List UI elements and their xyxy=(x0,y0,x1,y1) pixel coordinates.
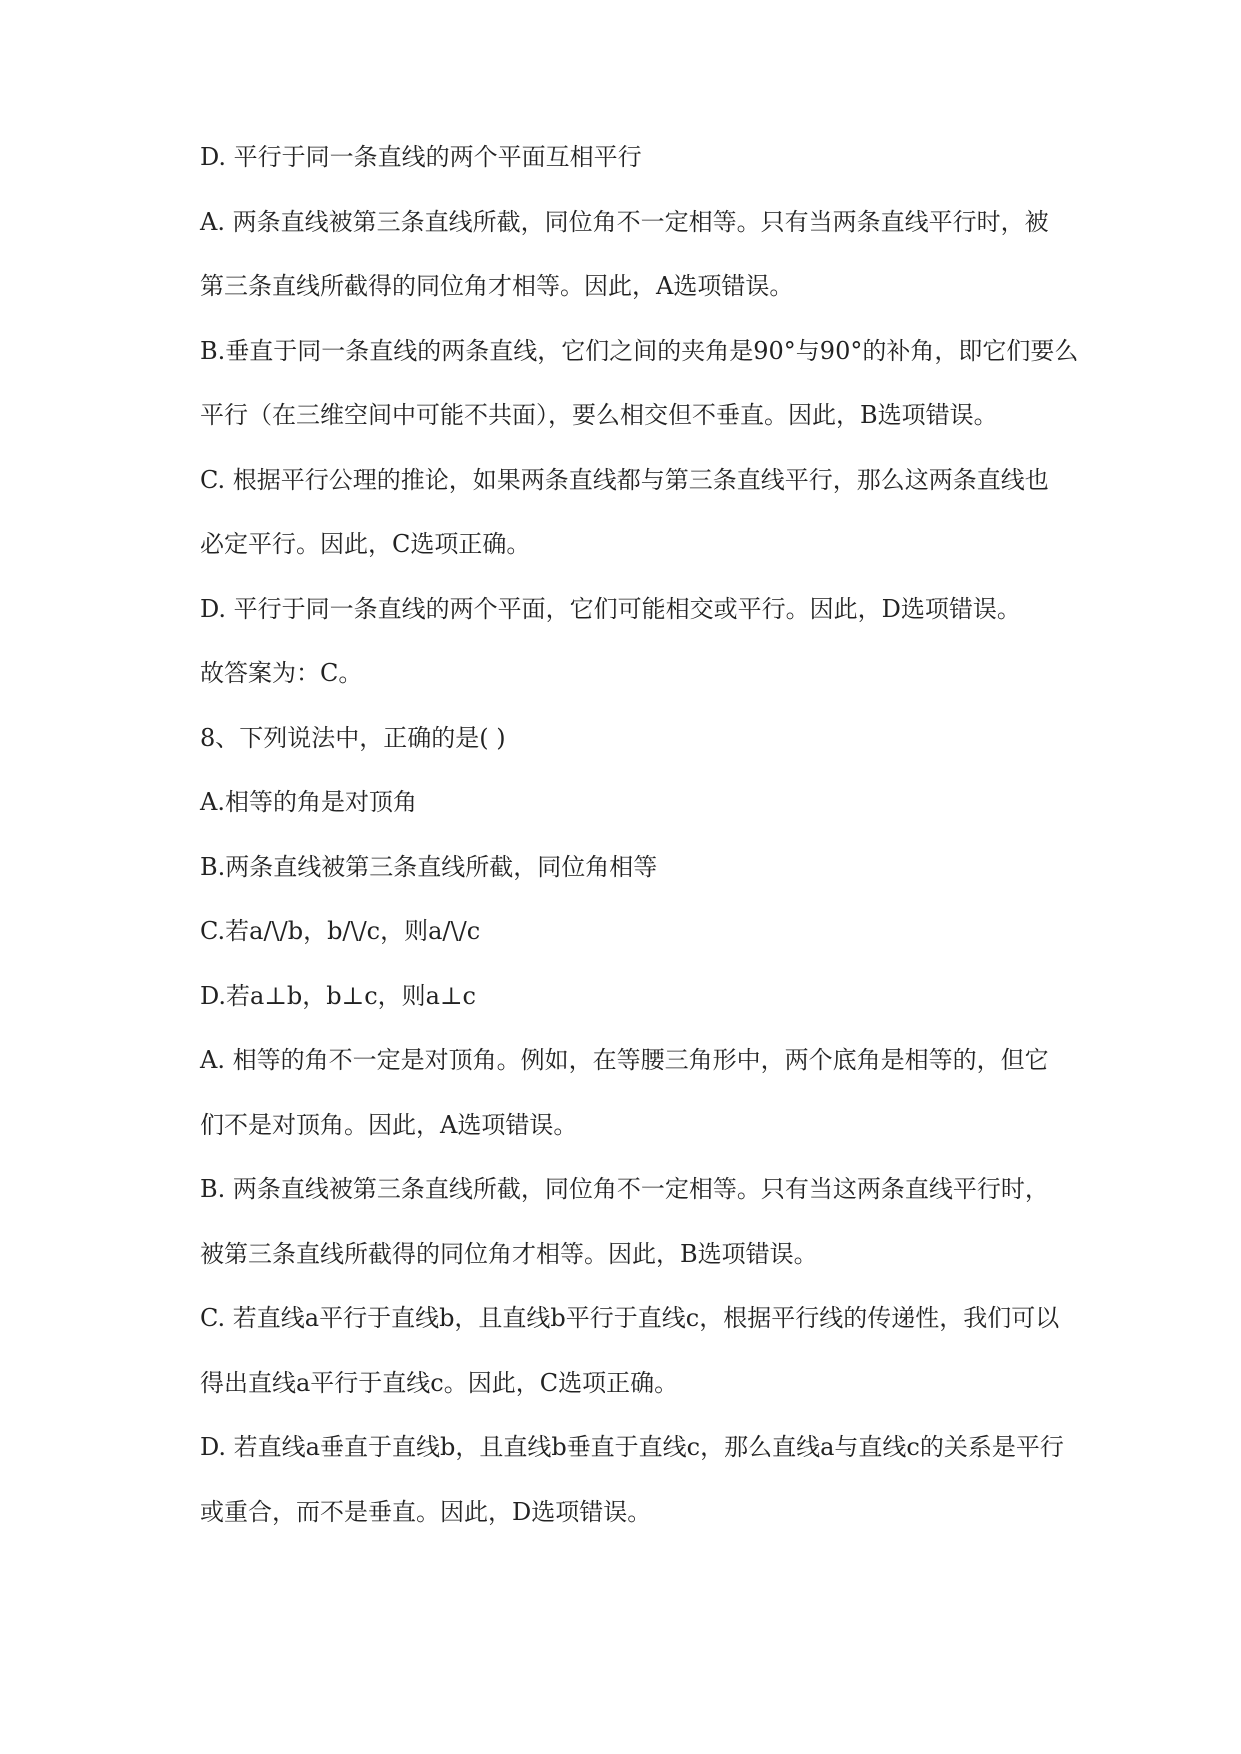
text-line: 得出直线a平行于直线c。因此，C选项正确。 xyxy=(200,1368,679,1397)
text-line: A. 相等的角不一定是对顶角。例如，在等腰三角形中，两个底角是相等的，但它 xyxy=(200,1046,1049,1074)
text-line: 平行（在三维空间中可能不共面），要么相交但不垂直。因此，B选项错误。 xyxy=(200,401,998,429)
text-line: 必定平行。因此，C选项正确。 xyxy=(200,530,531,558)
text-line: 被第三条直线所截得的同位角才相等。因此，B选项错误。 xyxy=(200,1239,818,1268)
answer-line: 故答案为：C。 xyxy=(200,659,363,687)
text-line: 第三条直线所截得的同位角才相等。因此，A选项错误。 xyxy=(200,272,794,300)
text-line: B. 两条直线被第三条直线所截，同位角不一定相等。只有当这两条直线平行时， xyxy=(200,1175,1049,1203)
text-line: C. 根据平行公理的推论，如果两条直线都与第三条直线平行，那么这两条直线也 xyxy=(200,465,1049,494)
text-line: D. 平行于同一条直线的两个平面互相平行 xyxy=(200,143,642,171)
text-line: C. 若直线a平行于直线b，且直线b平行于直线c，根据平行线的传递性，我们可以 xyxy=(200,1304,1060,1332)
text-line: A. 两条直线被第三条直线所截，同位角不一定相等。只有当两条直线平行时，被 xyxy=(200,207,1049,236)
option-d: D.若a⊥b，b⊥c，则a⊥c xyxy=(200,981,476,1010)
document-body xyxy=(200,140,1080,1559)
text-line: D. 平行于同一条直线的两个平面，它们可能相交或平行。因此，D选项错误。 xyxy=(200,594,1021,623)
option-c: C.若a/\/b，b/\/c，则a/\/c xyxy=(200,917,481,945)
question-title: 8、下列说法中，正确的是( ) xyxy=(200,723,506,752)
option-a: A.相等的角是对顶角 xyxy=(200,788,417,816)
text-line: 或重合，而不是垂直。因此，D选项错误。 xyxy=(200,1497,652,1526)
text-line: B.垂直于同一条直线的两条直线，它们之间的夹角是90°与90°的补角，即它们要么 xyxy=(200,336,1079,365)
option-b: B.两条直线被第三条直线所截，同位角相等 xyxy=(200,852,658,881)
text-line: D. 若直线a垂直于直线b，且直线b垂直于直线c，那么直线a与直线c的关系是平行 xyxy=(200,1433,1064,1461)
text-line: 们不是对顶角。因此，A选项错误。 xyxy=(200,1110,578,1139)
